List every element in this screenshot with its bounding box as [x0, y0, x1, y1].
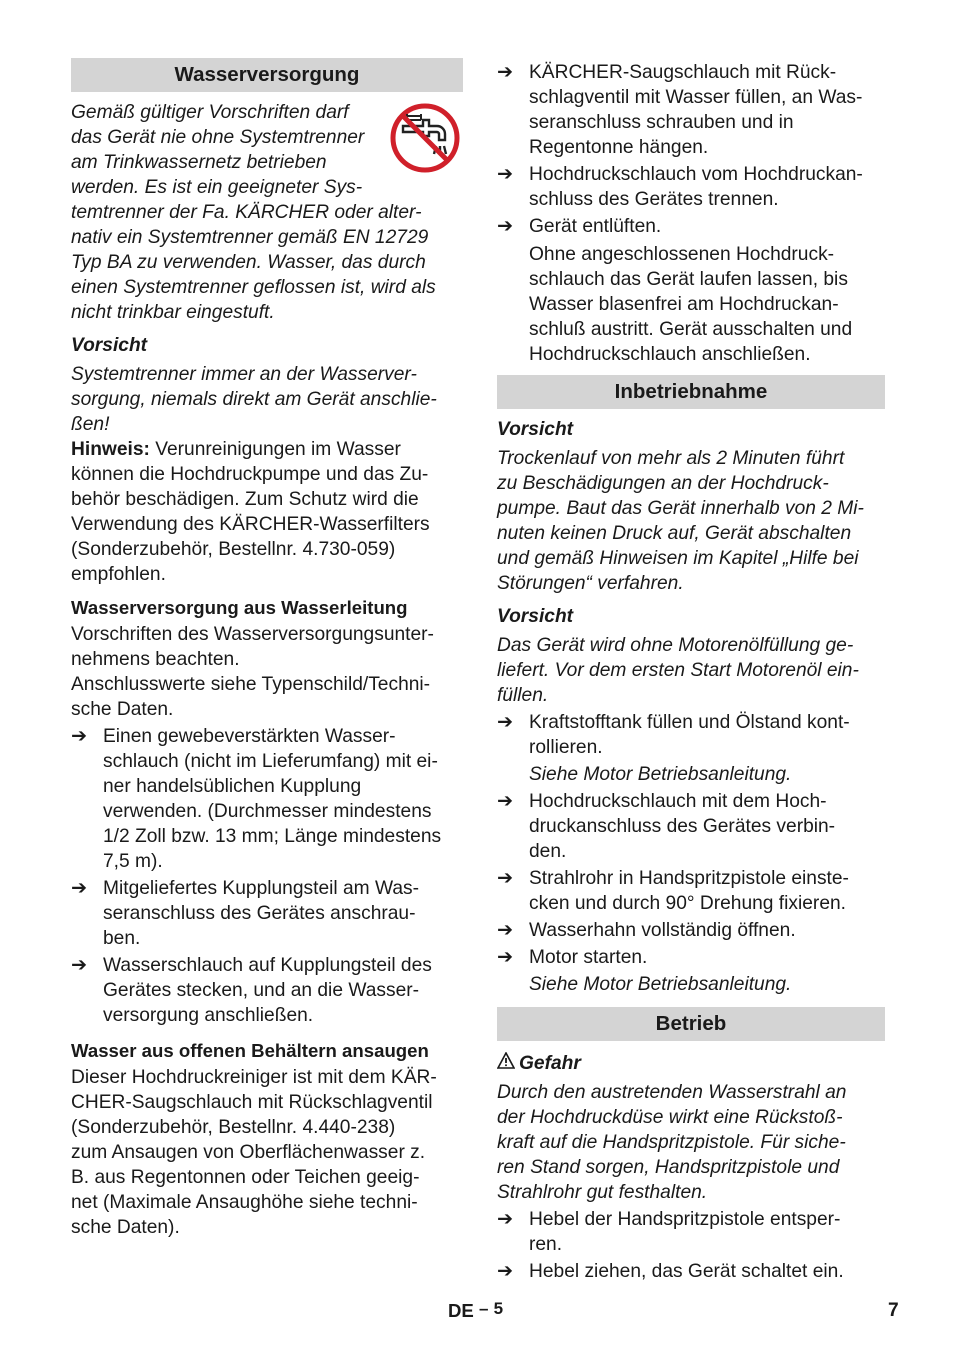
list-item [497, 60, 885, 160]
no-drinking-water-tap-icon [389, 102, 461, 174]
text-line: ren. [529, 1234, 563, 1255]
arrow-right-icon: ➔ [497, 1261, 514, 1282]
text-line: liefert. Vor dem ersten Start Motorenöl ein- [497, 660, 859, 681]
text-line: Gemäß gültiger Vorschriften darf [71, 102, 349, 123]
text-line: und gemäß Hinweisen im Kapitel „Hilfe bei [497, 548, 859, 569]
left-column [71, 58, 463, 1240]
text-line: Hebel der Handspritzpistole entsper- [529, 1209, 841, 1230]
list-item [497, 710, 885, 760]
caution-label: Vorsicht [71, 335, 148, 356]
list-item [497, 866, 885, 916]
text-line: seranschluss des Gerätes anschrau- [103, 903, 416, 924]
text-line: Durch den austretenden Wasserstrahl an [497, 1082, 847, 1103]
list-item [497, 1207, 885, 1257]
wasserleitung-paragraph [71, 622, 463, 722]
text-line: sorgung, niemals direkt am Gerät anschlie- [71, 389, 437, 410]
arrow-right-icon: ➔ [71, 878, 88, 899]
text-line: einen Systemtrenner geflossen ist, wird als [71, 277, 436, 298]
text-line: Regentonne hängen. [529, 137, 709, 158]
footer-section-page [448, 1296, 503, 1323]
text-line: Ohne angeschlossenen Hochdruck- [529, 244, 835, 265]
danger-label [497, 1051, 885, 1076]
hinweis-first-text: Verunreinigungen im Wasser [149, 439, 401, 460]
list-item [497, 214, 885, 239]
text-line: temtrenner der Fa. KÄRCHER oder alter- [71, 202, 422, 223]
text-line: empfohlen. [71, 564, 166, 585]
text-line: net (Maximale Ansaughöhe siehe techni- [71, 1192, 418, 1213]
arrow-right-icon: ➔ [497, 791, 514, 812]
text-line: verwenden. (Durchmesser mindestens [103, 801, 432, 822]
text-line: Mitgeliefertes Kupplungsteil am Was- [103, 878, 420, 899]
danger-text [497, 1080, 885, 1205]
list-item [71, 953, 463, 1028]
text-line: rollieren. [529, 737, 603, 758]
subheading-wasserleitung: Wasserversorgung aus Wasserleitung [71, 597, 408, 618]
text-line: können die Hochdruckpumpe und das Zu- [71, 464, 429, 485]
text-line: Störungen“ verfahren. [497, 573, 684, 594]
hinweis-label: Hinweis: [71, 439, 150, 460]
text-line: Einen gewebeverstärkten Wasser- [103, 726, 396, 747]
text-line: nehmens beachten. [71, 649, 240, 670]
list-item [71, 876, 463, 951]
offene-behaelter-paragraph [71, 1065, 463, 1240]
text-line: Hochdruckschlauch anschließen. [529, 344, 811, 365]
arrow-right-icon: ➔ [497, 920, 514, 941]
text-line: pumpe. Baut das Gerät innerhalb von 2 Mi- [497, 498, 864, 519]
text-line: zum Ansaugen von Oberflächenwasser z. [71, 1142, 426, 1163]
section-title-betrieb: Betrieb [497, 1007, 885, 1041]
text-line: schluß austritt. Gerät ausschalten und [529, 319, 853, 340]
text-line: den. [529, 841, 567, 862]
text-line: Hochdruckschlauch vom Hochdruckan- [529, 164, 863, 185]
text-line: CHER-Saugschlauch mit Rückschlagventil [71, 1092, 433, 1113]
caution-label: Vorsicht [497, 419, 574, 440]
list-item [497, 1259, 885, 1284]
text-line: versorgung anschließen. [103, 1005, 314, 1026]
text-line: Anschlusswerte siehe Typenschild/Techni- [71, 674, 431, 695]
text-line: sche Daten. [71, 699, 174, 720]
text-line: ßen! [71, 414, 110, 435]
text-line: 7,5 m). [103, 851, 163, 872]
text-line: Wasserhahn vollständig öffnen. [529, 920, 796, 941]
text-line: kraft auf die Handspritzpistole. Für siche- [497, 1132, 846, 1153]
text-line: Hochdruckschlauch mit dem Hoch- [529, 791, 827, 812]
text-line: Strahlrohr in Handspritzpistole einste- [529, 868, 849, 889]
vent-paragraph [497, 242, 885, 367]
warning-triangle-icon [497, 1051, 519, 1076]
caution-text [497, 446, 885, 596]
text-line: (Sonderzubehör, Bestellnr. 4.730-059) [71, 539, 396, 560]
arrow-right-icon: ➔ [497, 62, 514, 83]
text-line: nicht trinkbar eingestuft. [71, 302, 275, 323]
text-line: Trockenlauf von mehr als 2 Minuten führt [497, 448, 845, 469]
list-item [71, 724, 463, 874]
hinweis-paragraph [71, 437, 463, 587]
arrow-right-icon: ➔ [497, 164, 514, 185]
arrow-right-icon: ➔ [497, 1209, 514, 1230]
text-line: am Trinkwassernetz betrieben [71, 152, 327, 173]
arrow-right-icon: ➔ [497, 216, 514, 237]
text-line: das Gerät nie ohne Systemtrenner [71, 127, 365, 148]
text-line: ner handelsüblichen Kupplung [103, 776, 362, 797]
text-line: behör beschädigen. Zum Schutz wird die [71, 489, 419, 510]
text-line: Vorschriften des Wasserversorgungsunter- [71, 624, 434, 645]
text-line: (Sonderzubehör, Bestellnr. 4.440-238) [71, 1117, 396, 1138]
danger-label-text: Gefahr [519, 1053, 581, 1074]
text-line: nuten keinen Druck auf, Gerät abschalten [497, 523, 852, 544]
text-line: Systemtrenner immer an der Wasserver- [71, 364, 417, 385]
footer-section-number: 5 [493, 1299, 504, 1318]
text-line: schlauch das Gerät laufen lassen, bis [529, 269, 848, 290]
text-line: ben. [103, 928, 141, 949]
arrow-right-icon: ➔ [497, 947, 514, 968]
text-line: Strahlrohr gut festhalten. [497, 1182, 708, 1203]
text-line: Wasserschlauch auf Kupplungsteil des [103, 955, 432, 976]
right-column [497, 58, 885, 1284]
text-line: ren Stand sorgen, Handspritzpistole und [497, 1157, 840, 1178]
text-line: Hebel ziehen, das Gerät schaltet ein. [529, 1261, 844, 1282]
text-line: Gerätes stecken, und an die Wasser- [103, 980, 420, 1001]
list-item [497, 918, 885, 943]
list-item [497, 789, 885, 864]
caution-text [497, 633, 885, 708]
page-number: 7 [888, 1300, 899, 1321]
subheading-offene-behaelter: Wasser aus offenen Behältern ansaugen [71, 1040, 429, 1061]
arrow-right-icon: ➔ [497, 712, 514, 733]
see-motor-manual: Siehe Motor Betriebsanleitung. [529, 974, 792, 995]
text-line: cken und durch 90° Drehung fixieren. [529, 893, 846, 914]
footer-separator: – [479, 1299, 489, 1318]
text-line: Kraftstofftank füllen und Ölstand kont- [529, 712, 850, 733]
text-line: Verwendung des KÄRCHER-Wasserfilters [71, 514, 430, 535]
caution-label: Vorsicht [497, 606, 574, 627]
text-line: nativ ein Systemtrenner gemäß EN 12729 [71, 227, 429, 248]
text-line: sche Daten). [71, 1217, 180, 1238]
section-title-wasserversorgung: Wasserversorgung [71, 58, 463, 92]
text-line: 1/2 Zoll bzw. 13 mm; Länge mindestens [103, 826, 442, 847]
arrow-right-icon: ➔ [71, 726, 88, 747]
footer-language: DE [448, 1300, 474, 1321]
text-line: seranschluss schrauben und in [529, 112, 794, 133]
text-line: Wasser blasenfrei am Hochdruckan- [529, 294, 839, 315]
text-line: Typ BA zu verwenden. Wasser, das durch [71, 252, 426, 273]
text-line: werden. Es ist ein geeigneter Sys- [71, 177, 363, 198]
text-line: Dieser Hochdruckreiniger ist mit dem KÄR- [71, 1067, 437, 1088]
arrow-right-icon: ➔ [497, 868, 514, 889]
text-line: B. aus Regentonnen oder Teichen geeig- [71, 1167, 420, 1188]
text-line: zu Beschädigungen an der Hochdruck- [497, 473, 829, 494]
text-line: füllen. [497, 685, 549, 706]
text-line: schlagventil mit Wasser füllen, an Was- [529, 87, 863, 108]
text-line: Motor starten. [529, 947, 648, 968]
caution-text [71, 362, 463, 437]
arrow-right-icon: ➔ [71, 955, 88, 976]
text-line [71, 437, 463, 462]
text-line: Das Gerät wird ohne Motorenölfüllung ge- [497, 635, 854, 656]
list-item [497, 162, 885, 212]
text-line: schlauch (nicht im Lieferumfang) mit ei- [103, 751, 438, 772]
text-line: der Hochdruckdüse wirkt eine Rückstoß- [497, 1107, 843, 1128]
list-item [497, 945, 885, 970]
text-line: Gerät entlüften. [529, 216, 662, 237]
text-line: schluss des Gerätes trennen. [529, 189, 779, 210]
section-title-inbetriebnahme: Inbetriebnahme [497, 375, 885, 409]
text-line: KÄRCHER-Saugschlauch mit Rück- [529, 62, 837, 83]
text-line: druckanschluss des Gerätes verbin- [529, 816, 836, 837]
see-motor-manual: Siehe Motor Betriebsanleitung. [529, 764, 792, 785]
